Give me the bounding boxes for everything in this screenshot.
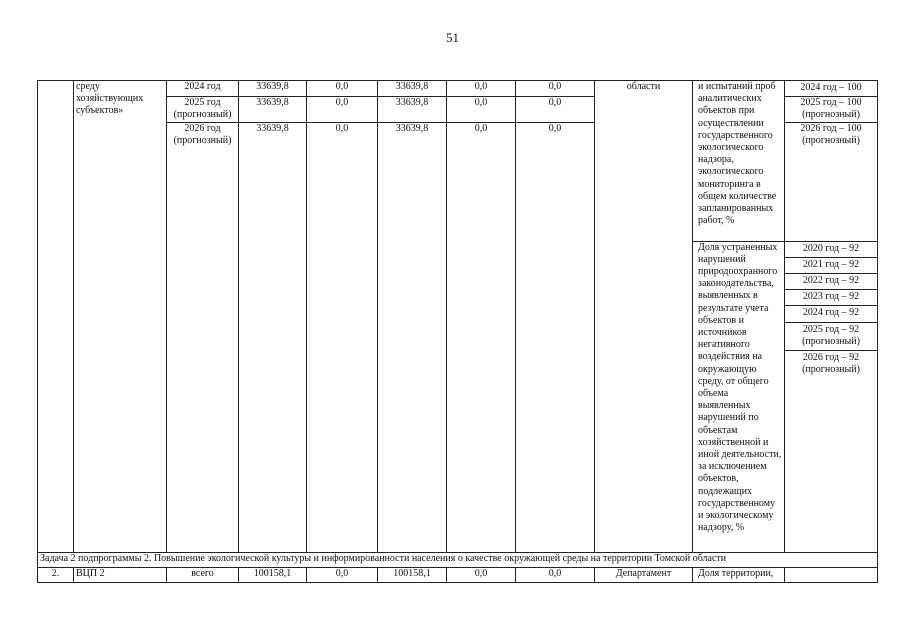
other-cell: 0,0: [516, 122, 595, 552]
federal-cell: 0,0: [307, 567, 378, 582]
regional-cell: 33639,8: [378, 122, 447, 552]
indicator-value-cell: [785, 241, 878, 552]
indicator-value: 2025 год – 100 (прогнозный): [785, 97, 878, 122]
total-cell: 100158,1: [239, 567, 307, 582]
federal-cell: 0,0: [307, 97, 378, 122]
indicator-cell: Доля территории,: [693, 567, 785, 582]
executor-cell: Департамент: [595, 567, 693, 582]
indicator-value: 2020 год – 92: [785, 242, 877, 258]
executor-cell: области: [595, 81, 693, 553]
indicator-value: 2024 год – 92: [785, 306, 877, 322]
other-cell: 0,0: [516, 81, 595, 97]
year-cell: 2026 год (прогнозный): [167, 122, 239, 552]
indicator-cell: Доля устраненных нарушений природоохранного законодательства, выявленных в результате учета объектов и источников негативного воздействия на окружающую среду, от общего объема выявленных нарушений по объектам хозяйственной и иной деятельности, за исключением объектов, подлежащих государственному и экологическому надзору, %: [693, 241, 785, 552]
total-cell: 33639,8: [239, 81, 307, 97]
indicator-value: 2026 год – 100 (прогнозный): [785, 122, 878, 241]
indicator-value-cell: [785, 81, 878, 97]
other-cell: 0,0: [516, 97, 595, 122]
row-number-cell: 2.: [38, 567, 74, 582]
table-row: [38, 552, 878, 567]
financing-table: [37, 80, 878, 583]
indicator-cell: и испытаний проб аналитических объектов при осуществлении государственного экологического надзора, экологического мониторинга в общем количестве запланированных работ, %: [693, 81, 785, 242]
program-name-cell: ВЦП 2: [74, 567, 167, 582]
year-cell: 2024 год: [167, 81, 239, 97]
indicator-value: 2024 год – 100: [800, 82, 862, 93]
year-cell: всего: [167, 567, 239, 582]
indicator-value: 2025 год – 92 (прогнозный): [785, 323, 877, 351]
indicator-value: 2021 год – 92: [785, 258, 877, 274]
local-cell: 0,0: [447, 97, 516, 122]
indicator-value: 2023 год – 92: [785, 290, 877, 306]
task-cell: Задача 2 подпрограммы 2. Повышение экологической культуры и информированности населения о качестве окружающей среды на территории Томской области: [38, 552, 878, 567]
other-cell: 0,0: [516, 567, 595, 582]
indicator-value: 2026 год – 92 (прогнозный): [802, 352, 860, 376]
total-cell: 33639,8: [239, 122, 307, 552]
regional-cell: 100158,1: [378, 567, 447, 582]
local-cell: 0,0: [447, 122, 516, 552]
federal-cell: 0,0: [307, 81, 378, 97]
federal-cell: 0,0: [307, 122, 378, 552]
table-row: [38, 567, 878, 582]
total-cell: 33639,8: [239, 97, 307, 122]
regional-cell: 33639,8: [378, 81, 447, 97]
row-number-cell: [38, 81, 74, 553]
table-row: [38, 81, 878, 97]
regional-cell: 33639,8: [378, 97, 447, 122]
indicator-value: 2022 год – 92: [785, 274, 877, 290]
page-number: 51: [446, 30, 459, 45]
program-name-cell: среду хозяйствующих субъектов»: [74, 81, 167, 553]
indicator-value-cell: [785, 567, 878, 582]
local-cell: 0,0: [447, 567, 516, 582]
local-cell: 0,0: [447, 81, 516, 97]
year-cell: 2025 год (прогнозный): [167, 97, 239, 122]
